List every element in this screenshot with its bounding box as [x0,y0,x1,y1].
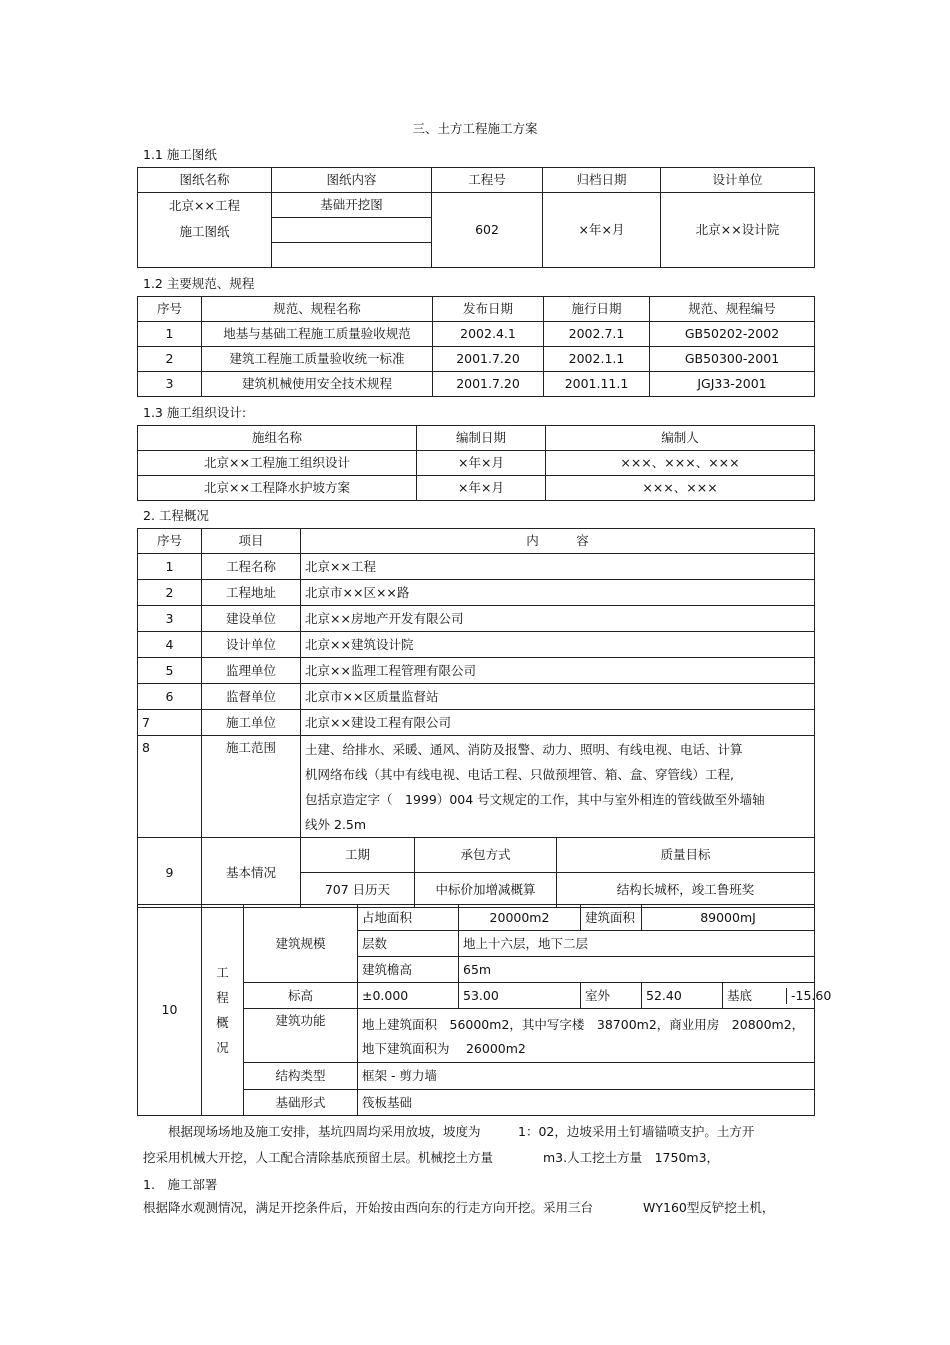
header-cell: 编制人 [546,426,815,451]
cell: 9 [138,838,202,908]
paragraph-line: 根据现场场地及施工安排，基坑四周均采用放坡，坡度为 1：02，边坡采用土钉墙锚喷支护。土方开 [143,1124,755,1139]
cell: 4 [138,632,202,658]
cell: 北京××工程降水护坡方案 [138,476,417,501]
cell: 承包方式 [415,838,557,873]
section-1-3-heading: 1.3 施工组织设计: [143,405,247,420]
cell: 1 [138,322,202,347]
empty-cell [272,218,432,243]
cell: 北京××监理工程管理有限公司 [301,658,815,684]
scope-line: 土建、给排水、采暖、通风、消防及报警、动力、照明、有线电视、电话、计算 [305,742,743,757]
cell: ×××、××× [546,476,815,501]
overview-vertical-label [202,905,244,1116]
cell: 标高 [244,983,358,1009]
cell: 65m [459,957,815,983]
drawing-name-cell [138,193,272,268]
vlabel-char: 况 [216,1040,229,1055]
vlabel-char: 程 [216,990,229,1005]
cell: 监督单位 [202,684,301,710]
cell: 6 [138,684,202,710]
cell: 建设单位 [202,606,301,632]
table-row [138,476,815,501]
cell: 工程地址 [202,580,301,606]
cell: 10 [138,905,202,1116]
cell: 建筑工程施工质量验收统一标准 [202,347,433,372]
table-row [138,710,815,736]
cell: 北京市××区××路 [301,580,815,606]
cell: ×年×月 [417,476,546,501]
cell: ±0.000 [358,983,459,1009]
cell: 1 [138,554,202,580]
cell: 质量目标 [557,838,815,873]
table-row [138,632,815,658]
table-row [138,838,815,873]
project-no-cell: 602 [432,193,543,268]
cell: 层数 [358,931,459,957]
header-cell: 编制日期 [417,426,546,451]
cell: 53.00 [459,983,581,1009]
cell: 2002.7.1 [544,322,650,347]
cell: 建筑面积 [581,905,642,931]
cell: 结构类型 [244,1063,358,1090]
cell: 地基与基础工程施工质量验收规范 [202,322,433,347]
cell: 北京××房地产开发有限公司 [301,606,815,632]
archive-date-cell: ×年×月 [543,193,661,268]
cell: 建筑机械使用安全技术规程 [202,372,433,397]
cell: 2002.1.1 [544,347,650,372]
drawings-table [137,167,815,268]
table-row [138,606,815,632]
function-cell [358,1009,815,1063]
section-2-heading: 2. 工程概况 [143,508,209,523]
cell: 筏板基础 [358,1090,815,1116]
cell: 北京××建设工程有限公司 [301,710,815,736]
cell: 设计单位 [202,632,301,658]
vlabel-char: 概 [216,1015,229,1030]
overview-table [137,528,815,908]
cell: 施工单位 [202,710,301,736]
cell: 建筑檐高 [358,957,459,983]
cell: 2002.4.1 [433,322,544,347]
design-unit-cell: 北京××设计院 [661,193,815,268]
header-cell: 图纸名称 [138,168,272,193]
header-cell: 工程号 [432,168,543,193]
body-paragraph: 根据降水观测情况，满足开挖条件后，开始按由西向东的行走方向开挖。采用三台 WY160型反铲挖土机， [143,1200,775,1215]
cell [723,983,832,1009]
cell: ×年×月 [417,451,546,476]
function-line: 地下建筑面积为 26000m2 [362,1041,526,1056]
section-1-2-heading: 1.2 主要规范、规程 [143,276,255,291]
function-line: 地上建筑面积 56000m2，其中写字楼 38700m2，商业用房 20800m2， [362,1017,805,1032]
section-heading: 1. 施工部署 [143,1177,218,1192]
cell: 707 日历天 [301,873,415,908]
cell: 52.40 [642,983,723,1009]
header-cell: 图纸内容 [272,168,432,193]
cell: 结构长城杯，竣工鲁班奖 [557,873,815,908]
cell: 工期 [301,838,415,873]
drawing-content-cell: 基础开挖图 [272,193,432,218]
cell: 建筑功能 [244,1009,358,1063]
table-row [138,684,815,710]
page-title: 三、土方工程施工方案 [412,121,538,136]
table-row [138,554,815,580]
cell: GB50202-2002 [650,322,815,347]
standards-table [137,296,815,397]
cell: 北京市××区质量监督站 [301,684,815,710]
cell: 89000mJ [642,905,815,931]
scope-line: 机网络布线（其中有线电视、电话工程、只做预埋管、箱、盒、穿管线）工程, [305,767,734,782]
scope-cell [301,736,815,838]
scope-line: 包括京造定字（ 1999）004 号文规定的工作，其中与室外相连的管线做至外墙轴 [305,792,765,807]
header-cell: 施组名称 [138,426,417,451]
header-cell: 发布日期 [433,297,544,322]
cell: 2001.11.1 [544,372,650,397]
table-row [138,658,815,684]
cell: 中标价加增减概算 [415,873,557,908]
cell: 2 [138,580,202,606]
cell: 3 [138,372,202,397]
cell: 5 [138,658,202,684]
cell: 2001.7.20 [433,347,544,372]
cell: 施工范围 [202,736,301,838]
cell: 地上十六层，地下二层 [459,931,815,957]
header-cell: 项目 [202,529,301,554]
table-row [138,322,815,347]
cell: 基底 [723,988,787,1004]
cell: 北京××建筑设计院 [301,632,815,658]
cell: JGJ33-2001 [650,372,815,397]
header-cell: 规范、规程编号 [650,297,815,322]
header-cell: 序号 [138,529,202,554]
cell: 基础形式 [244,1090,358,1116]
section-1-1-heading: 1.1 施工图纸 [143,147,217,162]
cell: 3 [138,606,202,632]
header-cell: 序号 [138,297,202,322]
cell: 北京××工程 [301,554,815,580]
scope-line: 线外 2.5m [305,817,367,832]
cell: 2 [138,347,202,372]
table-row [138,736,815,838]
cell: 基本情况 [202,838,301,908]
org-design-table [137,425,815,501]
cell: 监理单位 [202,658,301,684]
cell: 7 [138,710,202,736]
paragraph-line: 挖采用机械大开挖，人工配合清除基底预留土层。机械挖土方量 m3.人工挖土方量 1750m3， [143,1150,720,1165]
header-cell: 内 容 [301,529,815,554]
overview-table-row10 [137,904,832,1116]
cell: 建筑规模 [244,905,358,983]
table-row [138,580,815,606]
body-paragraph [143,1119,813,1171]
cell: -15.60 [791,987,832,1003]
cell: 北京××工程施工组织设计 [138,451,417,476]
table-row [138,451,815,476]
table-row [138,347,815,372]
header-cell: 规范、规程名称 [202,297,433,322]
header-cell: 设计单位 [661,168,815,193]
drawing-name-line2: 施工图纸 [179,224,230,239]
cell: 框架 - 剪力墙 [358,1063,815,1090]
base-split [723,987,832,1004]
cell: 工程名称 [202,554,301,580]
header-cell: 归档日期 [543,168,661,193]
header-cell: 施行日期 [544,297,650,322]
cell: 20000m2 [459,905,581,931]
cell: 2001.7.20 [433,372,544,397]
table-row [138,372,815,397]
cell: ×××、×××、××× [546,451,815,476]
cell: 室外 [581,983,642,1009]
cell: GB50300-2001 [650,347,815,372]
cell: 8 [138,736,202,838]
cell: 占地面积 [358,905,459,931]
drawing-name-line1: 北京××工程 [169,198,240,213]
empty-cell [272,243,432,268]
vlabel-char: 工 [216,965,229,980]
